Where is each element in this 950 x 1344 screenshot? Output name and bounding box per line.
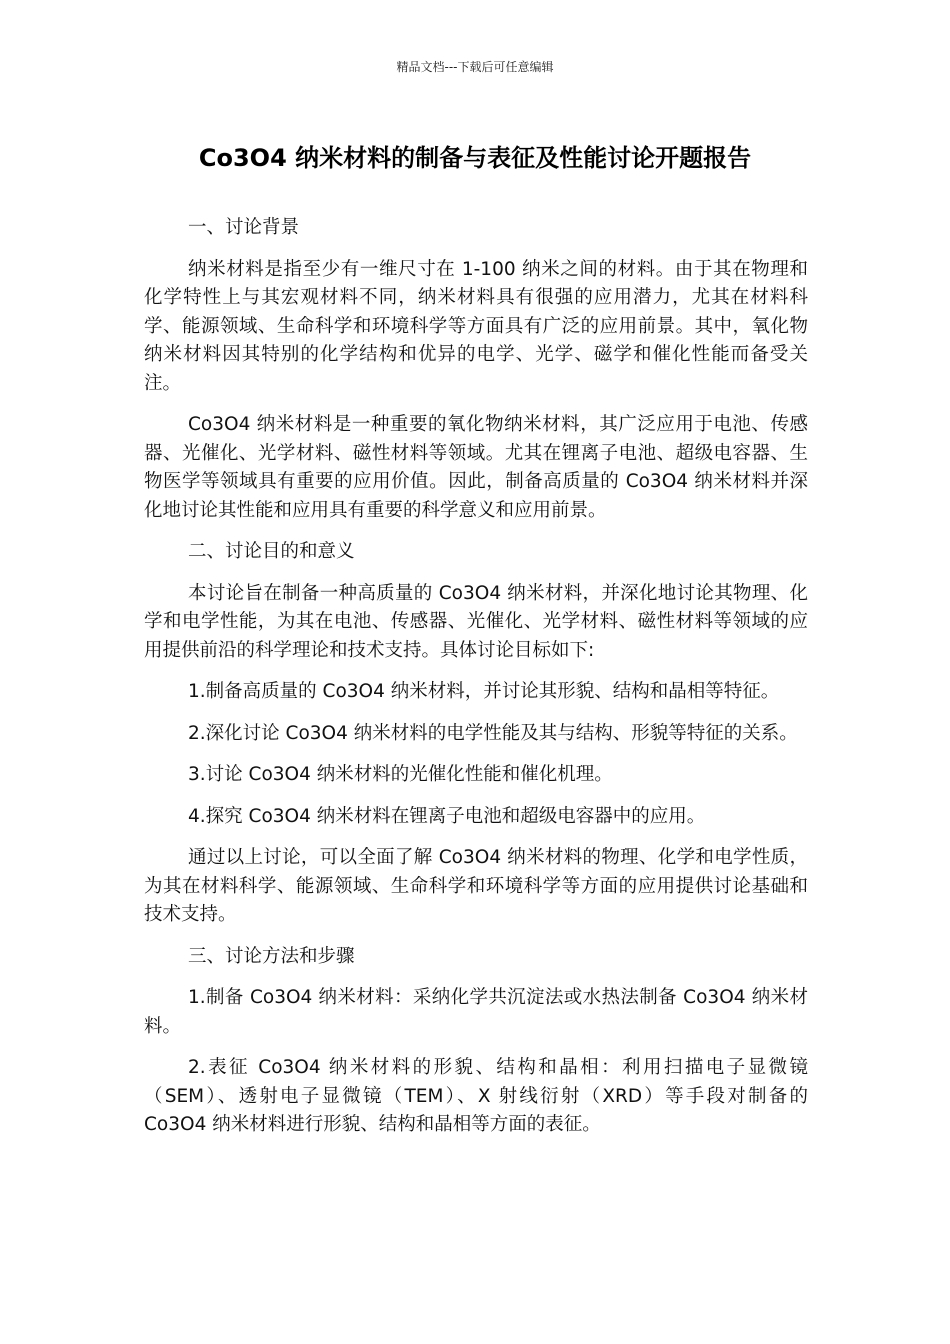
list-item: 4.探究 Co3O4 纳米材料在锂离子电池和超级电容器中的应用。: [188, 805, 706, 827]
paragraph: 纳米材料是指至少有一维尺寸在 1-100 纳米之间的材料。由于其在物理和化学特性上与其宏观材料不同，纳米材料具有很强的应用潜力，尤其在材料科学、能源领域、生命科学和环境科学等方面具有广泛的应用前景。其中，氧化物纳米材料因其特别的化学结构和优异的电学、光学、磁学和催化性能而备受关注。: [144, 258, 808, 394]
list-item: 1.制备高质量的 Co3O4 纳米材料，并讨论其形貌、结构和晶相等特征。: [188, 681, 780, 702]
paragraph: Co3O4 纳米材料是一种重要的氧化物纳米材料，其广泛应用于电池、传感器、光催化、光学材料、磁性材料等领域。尤其在锂离子电池、超级电容器、生物医学等领域具有重要的应用价值。因此，制备高质量的 Co3O4 纳米材料并深化地讨论其性能和应用具有重要的科学意义和应用前景。: [144, 414, 808, 521]
paragraph: 本讨论旨在制备一种高质量的 Co3O4 纳米材料，并深化地讨论其物理、化学和电学性能，为其在电池、传感器、光催化、光学材料、磁性材料等领域的应用提供前沿的科学理论和技术支持。具体讨论目标如下:: [144, 582, 808, 661]
section-heading-methods: 三、讨论方法和步骤: [188, 945, 355, 967]
list-item: 3.讨论 Co3O4 纳米材料的光催化性能和催化机理。: [188, 764, 613, 785]
section-heading-purpose: 二、讨论目的和意义: [188, 541, 355, 562]
header-note: 精品文档---下载后可任意编辑: [396, 60, 554, 74]
section-heading-background: 一、讨论背景: [188, 217, 300, 238]
list-item: 2.表征 Co3O4 纳米材料的形貌、结构和晶相：利用扫描电子显微镜（SEM）、透射电子显微镜（TEM）、X 射线衍射（XRD）等手段对制备的 Co3O4 纳米材料进行形貌、结构和晶相等方面的表征。: [144, 1057, 808, 1135]
document-body: [144, 214, 808, 1153]
list-item: 2.深化讨论 Co3O4 纳米材料的电学性能及其与结构、形貌等特征的关系。: [188, 722, 798, 744]
paragraph: 通过以上讨论，可以全面了解 Co3O4 纳米材料的物理、化学和电学性质，为其在材料科学、能源领域、生命科学和环境科学等方面的应用提供讨论基础和技术支持。: [144, 847, 808, 925]
document-title: Co3O4 纳米材料的制备与表征及性能讨论开题报告: [198, 144, 752, 172]
list-item: 1.制备 Co3O4 纳米材料：采纳化学共沉淀法或水热法制备 Co3O4 纳米材料。: [144, 987, 808, 1037]
